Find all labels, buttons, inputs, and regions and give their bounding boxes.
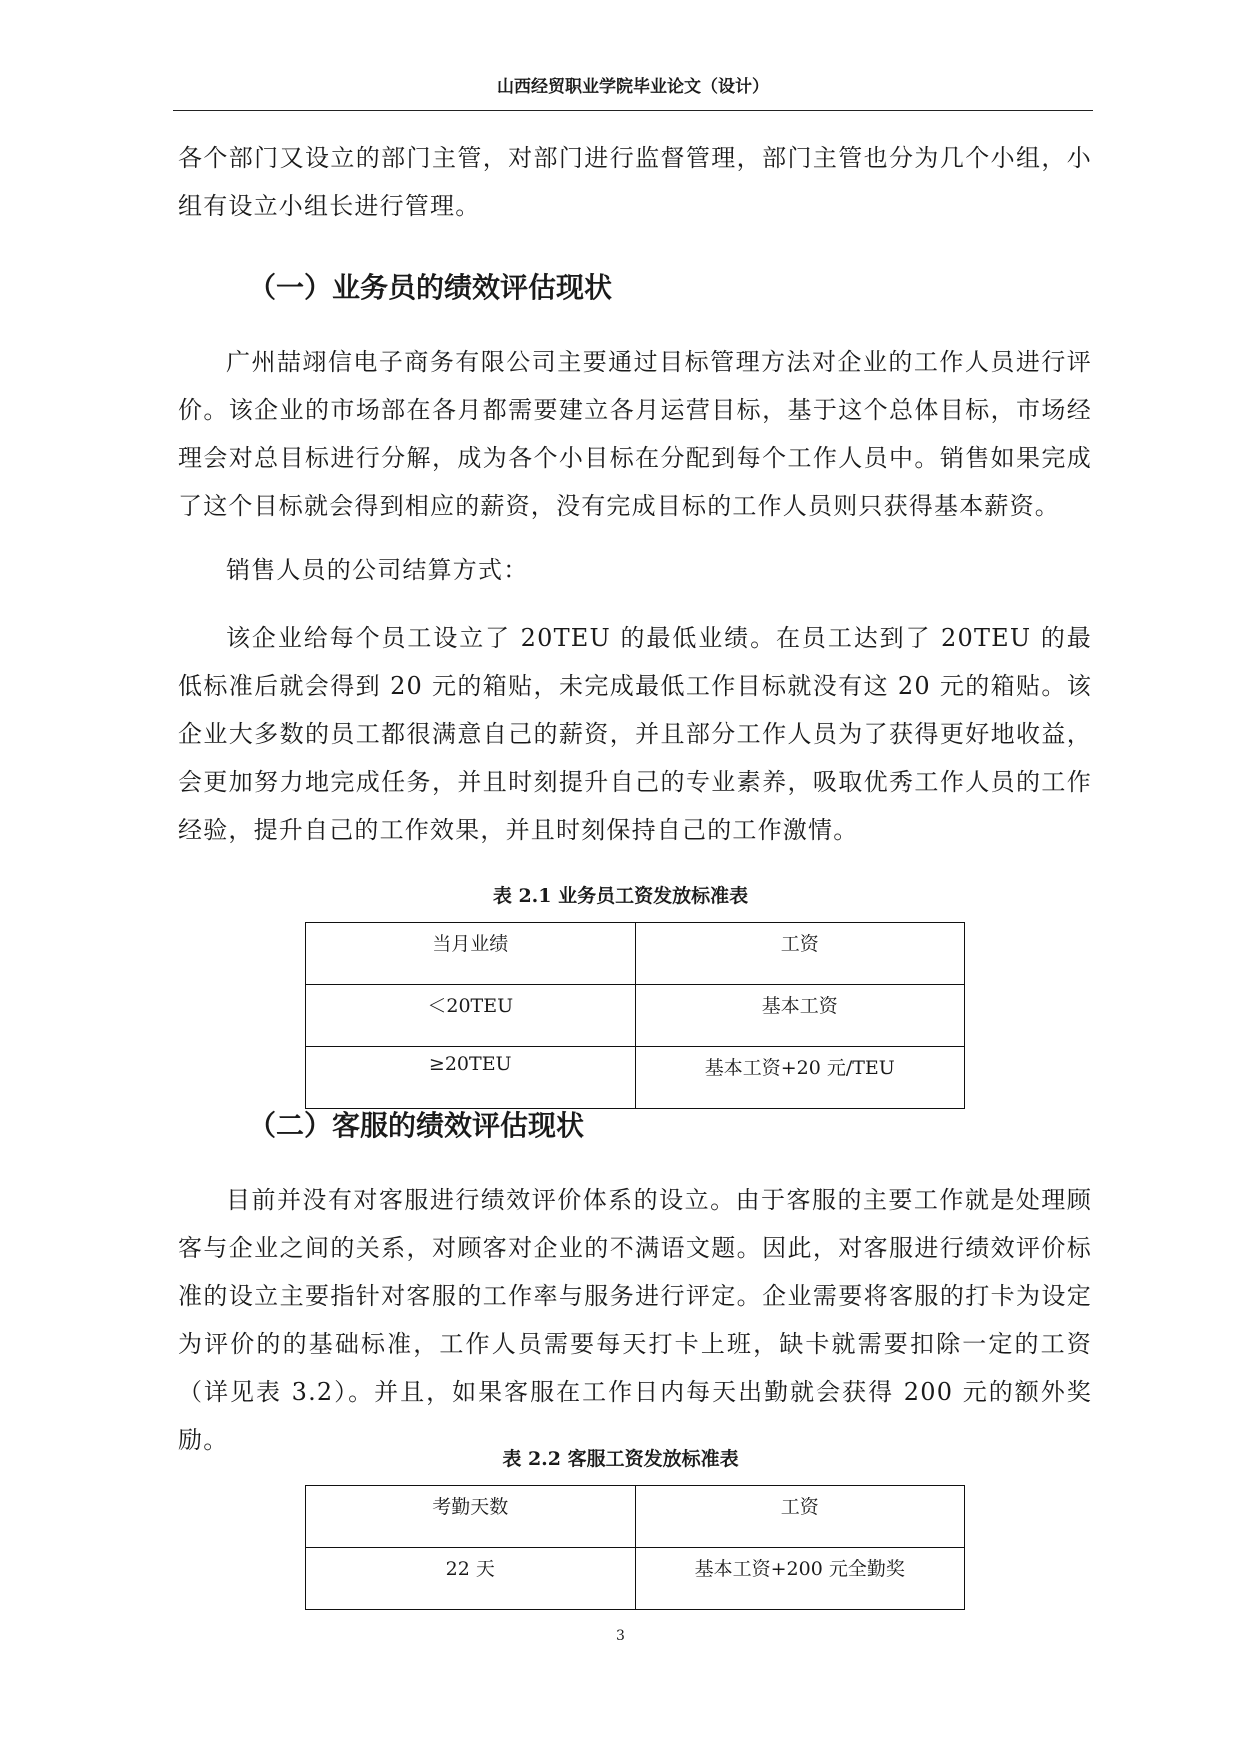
table-row (306, 985, 965, 1047)
table-header-cell: 工资 (635, 1486, 965, 1548)
table-cell: 基本工资 (635, 985, 965, 1047)
table-cell: ＜20TEU (306, 985, 636, 1047)
table-cell: 22 天 (306, 1548, 636, 1610)
section2-heading: （二）客服的绩效评估现状 (248, 1109, 585, 1142)
header-divider (173, 110, 1093, 111)
table-header-cell: 工资 (635, 923, 965, 985)
table1-caption: 表 2.1 业务员工资发放标准表 (492, 885, 749, 907)
table-header-row (306, 923, 965, 985)
table2-salary-standard (305, 1485, 965, 1610)
section1-paragraph-3: 该企业给每个员工设立了 20TEU 的最低业绩。在员工达到了 20TEU 的最低标准后就会得到 20 元的箱贴，未完成最低工作目标就没有这 20 元的箱贴。该企业大多数的员工都很满意自己的薪资，并且部分工作人员为了获得更好地收益，会更加努力地完成任务，并且时刻提升自己的专业素养，吸取优秀工作人员的工作经验，提升自己的工作效果，并且时刻保持自己的工作激情。 (178, 624, 1092, 844)
table-header-cell: 考勤天数 (306, 1486, 636, 1548)
section1-paragraph-2: 销售人员的公司结算方式： (226, 556, 529, 584)
table-row (306, 1047, 965, 1109)
page-number: 3 (616, 1628, 625, 1644)
table-header-row (306, 1486, 965, 1548)
section1-paragraph-1: 广州喆翊信电子商务有限公司主要通过目标管理方法对企业的工作人员进行评价。该企业的市场部在各月都需要建立各月运营目标，基于这个总体目标，市场经理会对总目标进行分解，成为各个小目标在分配到每个工作人员中。销售如果完成了这个目标就会得到相应的薪资，没有完成目标的工作人员则只获得基本薪资。 (178, 348, 1092, 520)
intro-paragraph: 各个部门又设立的部门主管，对部门进行监督管理，部门主管也分为几个小组，小组有设立小组长进行管理。 (178, 144, 1092, 220)
table-cell: 基本工资+200 元全勤奖 (635, 1548, 965, 1610)
page-header-title: 山西经贸职业学院毕业论文（设计） (497, 77, 769, 97)
table-cell: ≥20TEU (306, 1047, 636, 1109)
table2-caption: 表 2.2 客服工资发放标准表 (502, 1448, 739, 1470)
table-row (306, 1548, 965, 1610)
table-header-cell: 当月业绩 (306, 923, 636, 985)
table-cell: 基本工资+20 元/TEU (635, 1047, 965, 1109)
section2-paragraph-1: 目前并没有对客服进行绩效评价体系的设立。由于客服的主要工作就是处理顾客与企业之间的关系，对顾客对企业的不满语文题。因此，对客服进行绩效评价标准的设立主要指针对客服的工作率与服务进行评定。企业需要将客服的打卡为设定为评价的的基础标准，工作人员需要每天打卡上班，缺卡就需要扣除一定的工资（详见表 3.2）。并且，如果客服在工作日内每天出勤就会获得 200 元的额外奖励。 (178, 1186, 1092, 1454)
table1-salary-standard (305, 922, 965, 1109)
section1-heading: （一）业务员的绩效评估现状 (248, 271, 613, 304)
